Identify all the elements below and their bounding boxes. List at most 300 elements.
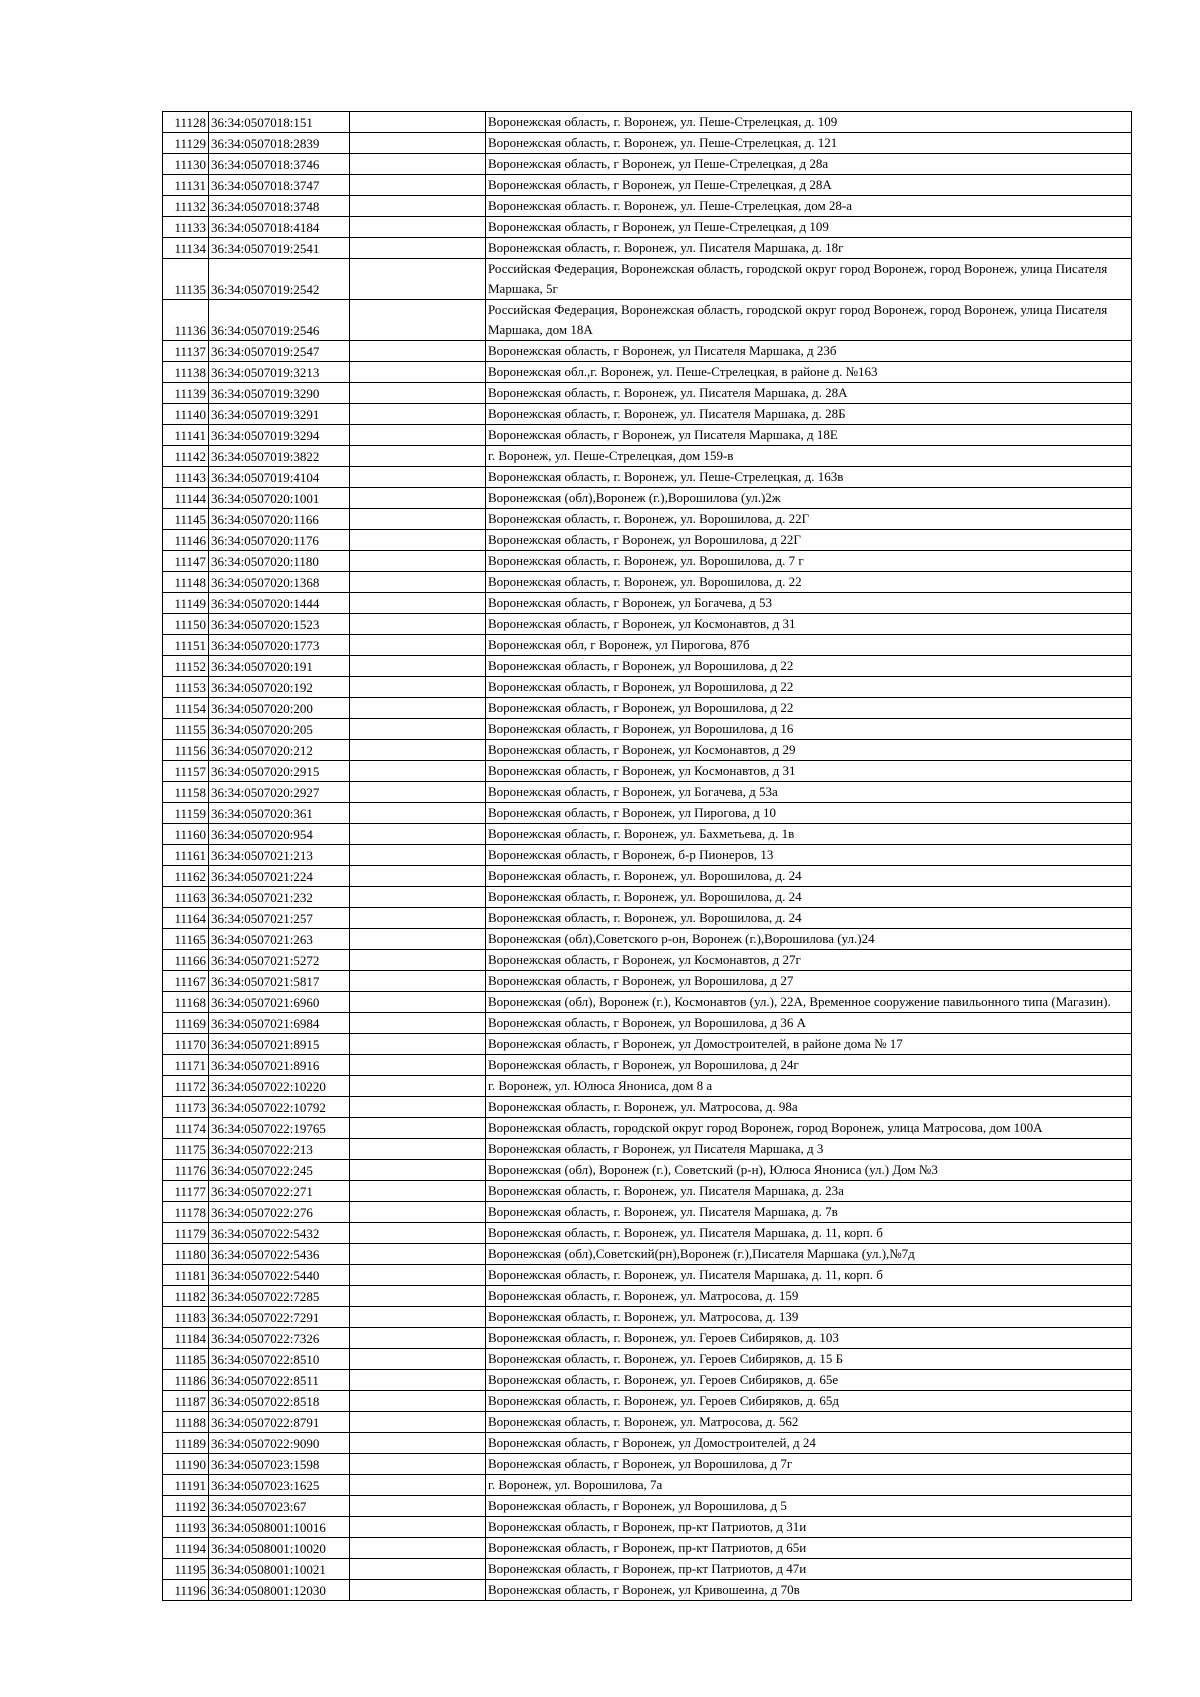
row-number-cell: 11170: [163, 1034, 209, 1055]
table-row: [163, 698, 1132, 719]
empty-cell: [350, 1076, 486, 1097]
empty-cell: [350, 1118, 486, 1139]
row-number-cell: 11179: [163, 1223, 209, 1244]
cadastral-number-cell: 36:34:0507021:213: [209, 845, 350, 866]
table-row: [163, 782, 1132, 803]
empty-cell: [350, 866, 486, 887]
empty-cell: [350, 1349, 486, 1370]
address-cell: Воронежская область, г Воронеж, ул Ворошилова, д 22: [486, 656, 1132, 677]
row-number-cell: 11177: [163, 1181, 209, 1202]
cadastral-number-cell: 36:34:0507019:3822: [209, 446, 350, 467]
row-number-cell: 11150: [163, 614, 209, 635]
row-number-cell: 11175: [163, 1139, 209, 1160]
row-number-cell: 11158: [163, 782, 209, 803]
cadastral-number-cell: 36:34:0507020:200: [209, 698, 350, 719]
cadastral-number-cell: 36:34:0507019:4104: [209, 467, 350, 488]
address-cell: Воронежская область, г Воронеж, ул Пеше-Стрелецкая, д 28А: [486, 175, 1132, 196]
empty-cell: [350, 1244, 486, 1265]
table-row: [163, 719, 1132, 740]
table-row: [163, 593, 1132, 614]
table-row: [163, 112, 1132, 133]
address-cell: Воронежская область, г. Воронеж, ул. Ворошилова, д. 24: [486, 908, 1132, 929]
cadastral-number-cell: 36:34:0508001:12030: [209, 1580, 350, 1601]
address-cell: Воронежская область, г Воронеж, ул Писателя Маршака, д 23б: [486, 341, 1132, 362]
row-number-cell: 11128: [163, 112, 209, 133]
address-cell: Воронежская область, г Воронеж, пр-кт Патриотов, д 47и: [486, 1559, 1132, 1580]
table-row: [163, 1139, 1132, 1160]
cadastral-number-cell: 36:34:0507020:1523: [209, 614, 350, 635]
empty-cell: [350, 425, 486, 446]
cadastral-number-cell: 36:34:0507022:271: [209, 1181, 350, 1202]
cadastral-number-cell: 36:34:0507022:5432: [209, 1223, 350, 1244]
row-number-cell: 11187: [163, 1391, 209, 1412]
table-row: [163, 656, 1132, 677]
address-cell: Воронежская область, г. Воронеж, ул. Героев Сибиряков, д. 65д: [486, 1391, 1132, 1412]
row-number-cell: 11183: [163, 1307, 209, 1328]
row-number-cell: 11136: [163, 300, 209, 341]
cadastral-number-cell: 36:34:0507022:19765: [209, 1118, 350, 1139]
table-row: [163, 488, 1132, 509]
address-cell: Воронежская область. г. Воронеж, ул. Пеше-Стрелецкая, дом 28-а: [486, 196, 1132, 217]
cadastral-number-cell: 36:34:0507019:3291: [209, 404, 350, 425]
empty-cell: [350, 1517, 486, 1538]
empty-cell: [350, 887, 486, 908]
empty-cell: [350, 1181, 486, 1202]
row-number-cell: 11165: [163, 929, 209, 950]
cadastral-number-cell: 36:34:0507021:224: [209, 866, 350, 887]
table-row: [163, 196, 1132, 217]
empty-cell: [350, 908, 486, 929]
address-cell: Воронежская область, г. Воронеж, ул. Матросова, д. 139: [486, 1307, 1132, 1328]
empty-cell: [350, 1055, 486, 1076]
row-number-cell: 11151: [163, 635, 209, 656]
empty-cell: [350, 1370, 486, 1391]
table-row: [163, 1118, 1132, 1139]
cadastral-number-cell: 36:34:0508001:10016: [209, 1517, 350, 1538]
cadastral-number-cell: 36:34:0507022:8511: [209, 1370, 350, 1391]
row-number-cell: 11194: [163, 1538, 209, 1559]
address-cell: Воронежская область, г. Воронеж, ул. Пеше-Стрелецкая, д. 109: [486, 112, 1132, 133]
empty-cell: [350, 1580, 486, 1601]
document-page: [162, 111, 1131, 1601]
cadastral-number-cell: 36:34:0507018:4184: [209, 217, 350, 238]
empty-cell: [350, 383, 486, 404]
address-cell: Воронежская область, г Воронеж, ул Космонавтов, д 27г: [486, 950, 1132, 971]
empty-cell: [350, 803, 486, 824]
address-cell: Воронежская область, г. Воронеж, ул. Пеше-Стрелецкая, д. 121: [486, 133, 1132, 154]
address-cell: Воронежская (обл),Советский(рн),Воронеж (г.),Писателя Маршака (ул.),№7д: [486, 1244, 1132, 1265]
address-cell: Воронежская область, г Воронеж, ул Ворошилова, д 24г: [486, 1055, 1132, 1076]
row-number-cell: 11130: [163, 154, 209, 175]
empty-cell: [350, 404, 486, 425]
cadastral-number-cell: 36:34:0507020:1444: [209, 593, 350, 614]
cadastral-number-cell: 36:34:0507020:1166: [209, 509, 350, 530]
cadastral-number-cell: 36:34:0507020:361: [209, 803, 350, 824]
empty-cell: [350, 259, 486, 300]
empty-cell: [350, 530, 486, 551]
row-number-cell: 11181: [163, 1265, 209, 1286]
empty-cell: [350, 196, 486, 217]
cadastral-number-cell: 36:34:0507020:205: [209, 719, 350, 740]
table-row: [163, 929, 1132, 950]
row-number-cell: 11132: [163, 196, 209, 217]
empty-cell: [350, 362, 486, 383]
table-row: [163, 992, 1132, 1013]
cadastral-number-cell: 36:34:0507019:2541: [209, 238, 350, 259]
empty-cell: [350, 1391, 486, 1412]
empty-cell: [350, 300, 486, 341]
address-cell: Воронежская область, г. Воронеж, ул. Героев Сибиряков, д. 65е: [486, 1370, 1132, 1391]
empty-cell: [350, 614, 486, 635]
row-number-cell: 11134: [163, 238, 209, 259]
address-cell: Воронежская область, г. Воронеж, ул. Писателя Маршака, д. 7в: [486, 1202, 1132, 1223]
address-cell: Воронежская область, г Воронеж, ул Кривошеина, д 70в: [486, 1580, 1132, 1601]
cadastral-number-cell: 36:34:0507020:1176: [209, 530, 350, 551]
address-cell: г. Воронеж, ул. Юлюса Янониса, дом 8 а: [486, 1076, 1132, 1097]
row-number-cell: 11163: [163, 887, 209, 908]
cadastral-number-cell: 36:34:0507023:1625: [209, 1475, 350, 1496]
row-number-cell: 11196: [163, 1580, 209, 1601]
cadastral-number-cell: 36:34:0507018:2839: [209, 133, 350, 154]
address-cell: Воронежская область, г Воронеж, ул Ворошилова, д 22: [486, 677, 1132, 698]
row-number-cell: 11135: [163, 259, 209, 300]
row-number-cell: 11145: [163, 509, 209, 530]
table-row: [163, 1265, 1132, 1286]
empty-cell: [350, 1160, 486, 1181]
address-cell: Воронежская (обл),Воронеж (г.),Ворошилова (ул.)2ж: [486, 488, 1132, 509]
row-number-cell: 11166: [163, 950, 209, 971]
cadastral-number-cell: 36:34:0507022:9090: [209, 1433, 350, 1454]
row-number-cell: 11148: [163, 572, 209, 593]
table-row: [163, 908, 1132, 929]
empty-cell: [350, 1559, 486, 1580]
table-row: [163, 1055, 1132, 1076]
empty-cell: [350, 1496, 486, 1517]
cadastral-number-cell: 36:34:0507021:5272: [209, 950, 350, 971]
cadastral-number-cell: 36:34:0507023:1598: [209, 1454, 350, 1475]
row-number-cell: 11164: [163, 908, 209, 929]
address-cell: Воронежская область, г Воронеж, ул Богачева, д 53а: [486, 782, 1132, 803]
address-cell: Воронежская область, г. Воронеж, ул. Героев Сибиряков, д. 15 Б: [486, 1349, 1132, 1370]
table-row: [163, 740, 1132, 761]
row-number-cell: 11155: [163, 719, 209, 740]
table-row: [163, 154, 1132, 175]
row-number-cell: 11147: [163, 551, 209, 572]
address-cell: г. Воронеж, ул. Пеше-Стрелецкая, дом 159-в: [486, 446, 1132, 467]
cadastral-number-cell: 36:34:0507018:3747: [209, 175, 350, 196]
row-number-cell: 11169: [163, 1013, 209, 1034]
empty-cell: [350, 467, 486, 488]
row-number-cell: 11160: [163, 824, 209, 845]
empty-cell: [350, 1307, 486, 1328]
address-cell: Воронежская область, г Воронеж, ул Богачева, д 53: [486, 593, 1132, 614]
address-cell: Воронежская область, г Воронеж, ул Пеше-Стрелецкая, д 109: [486, 217, 1132, 238]
table-row: [163, 572, 1132, 593]
table-row: [163, 467, 1132, 488]
table-row: [163, 133, 1132, 154]
address-cell: Воронежская (обл),Советского р-он, Воронеж (г.),Ворошилова (ул.)24: [486, 929, 1132, 950]
row-number-cell: 11139: [163, 383, 209, 404]
row-number-cell: 11191: [163, 1475, 209, 1496]
table-row: [163, 1559, 1132, 1580]
address-cell: Воронежская область, г Воронеж, ул Ворошилова, д 5: [486, 1496, 1132, 1517]
empty-cell: [350, 572, 486, 593]
empty-cell: [350, 112, 486, 133]
address-cell: Воронежская область, г Воронеж, ул Ворошилова, д 22: [486, 698, 1132, 719]
row-number-cell: 11131: [163, 175, 209, 196]
address-cell: Воронежская область, г. Воронеж, ул. Ворошилова, д. 22: [486, 572, 1132, 593]
address-cell: Воронежская область, г. Воронеж, ул. Писателя Маршака, д. 18г: [486, 238, 1132, 259]
table-row: [163, 1160, 1132, 1181]
address-cell: Воронежская область, г. Воронеж, ул. Матросова, д. 98а: [486, 1097, 1132, 1118]
table-row: [163, 1076, 1132, 1097]
address-cell: Воронежская область, г. Воронеж, ул. Ворошилова, д. 7 г: [486, 551, 1132, 572]
address-table: [162, 111, 1132, 1601]
empty-cell: [350, 509, 486, 530]
table-body: [163, 112, 1132, 1601]
row-number-cell: 11173: [163, 1097, 209, 1118]
table-row: [163, 1412, 1132, 1433]
cadastral-number-cell: 36:34:0507019:2547: [209, 341, 350, 362]
empty-cell: [350, 1538, 486, 1559]
table-row: [163, 300, 1132, 341]
row-number-cell: 11193: [163, 1517, 209, 1538]
empty-cell: [350, 782, 486, 803]
cadastral-number-cell: 36:34:0507021:6960: [209, 992, 350, 1013]
address-cell: Воронежская область, г Воронеж, ул Ворошилова, д 7г: [486, 1454, 1132, 1475]
row-number-cell: 11159: [163, 803, 209, 824]
row-number-cell: 11141: [163, 425, 209, 446]
table-row: [163, 1391, 1132, 1412]
address-cell: Воронежская область, г. Воронеж, ул. Героев Сибиряков, д. 103: [486, 1328, 1132, 1349]
row-number-cell: 11192: [163, 1496, 209, 1517]
table-row: [163, 1013, 1132, 1034]
cadastral-number-cell: 36:34:0507022:8518: [209, 1391, 350, 1412]
empty-cell: [350, 488, 486, 509]
empty-cell: [350, 635, 486, 656]
address-cell: Воронежская область, г Воронеж, ул Ворошилова, д 36 А: [486, 1013, 1132, 1034]
row-number-cell: 11184: [163, 1328, 209, 1349]
address-cell: Воронежская (обл), Воронеж (г.), Советский (р-н), Юлюса Янониса (ул.) Дом №3: [486, 1160, 1132, 1181]
cadastral-number-cell: 36:34:0507018:3746: [209, 154, 350, 175]
cadastral-number-cell: 36:34:0507020:1773: [209, 635, 350, 656]
row-number-cell: 11171: [163, 1055, 209, 1076]
empty-cell: [350, 992, 486, 1013]
empty-cell: [350, 341, 486, 362]
cadastral-number-cell: 36:34:0507022:213: [209, 1139, 350, 1160]
address-cell: Воронежская область, г Воронеж, ул Писателя Маршака, д 18Е: [486, 425, 1132, 446]
table-row: [163, 362, 1132, 383]
empty-cell: [350, 1139, 486, 1160]
table-row: [163, 1517, 1132, 1538]
cadastral-number-cell: 36:34:0507020:1180: [209, 551, 350, 572]
row-number-cell: 11176: [163, 1160, 209, 1181]
address-cell: Воронежская область, г. Воронеж, ул. Матросова, д. 159: [486, 1286, 1132, 1307]
empty-cell: [350, 551, 486, 572]
address-cell: Российская Федерация, Воронежская область, городской округ город Воронеж, город Воронеж, улица Писателя Маршака, дом 18А: [486, 300, 1132, 341]
cadastral-number-cell: 36:34:0507022:245: [209, 1160, 350, 1181]
address-cell: Воронежская область, г Воронеж, б-р Пионеров, 13: [486, 845, 1132, 866]
table-row: [163, 259, 1132, 300]
table-row: [163, 1349, 1132, 1370]
table-row: [163, 446, 1132, 467]
cadastral-number-cell: 36:34:0507022:8510: [209, 1349, 350, 1370]
row-number-cell: 11157: [163, 761, 209, 782]
empty-cell: [350, 719, 486, 740]
table-row: [163, 551, 1132, 572]
table-row: [163, 1580, 1132, 1601]
row-number-cell: 11140: [163, 404, 209, 425]
row-number-cell: 11154: [163, 698, 209, 719]
cadastral-number-cell: 36:34:0507019:2542: [209, 259, 350, 300]
address-cell: Воронежская область, г Воронеж, ул Ворошилова, д 16: [486, 719, 1132, 740]
table-row: [163, 217, 1132, 238]
address-cell: Воронежская область, г. Воронеж, ул. Писателя Маршака, д. 28А: [486, 383, 1132, 404]
table-row: [163, 614, 1132, 635]
empty-cell: [350, 593, 486, 614]
table-row: [163, 1496, 1132, 1517]
address-cell: Воронежская обл.,г. Воронеж, ул. Пеше-Стрелецкая, в районе д. №163: [486, 362, 1132, 383]
row-number-cell: 11180: [163, 1244, 209, 1265]
cadastral-number-cell: 36:34:0507020:1001: [209, 488, 350, 509]
table-row: [163, 341, 1132, 362]
empty-cell: [350, 950, 486, 971]
empty-cell: [350, 1265, 486, 1286]
table-row: [163, 1202, 1132, 1223]
cadastral-number-cell: 36:34:0507023:67: [209, 1496, 350, 1517]
address-cell: Воронежская область, г Воронеж, пр-кт Патриотов, д 31и: [486, 1517, 1132, 1538]
row-number-cell: 11146: [163, 530, 209, 551]
cadastral-number-cell: 36:34:0507020:954: [209, 824, 350, 845]
address-cell: Воронежская область, г Воронеж, ул Ворошилова, д 27: [486, 971, 1132, 992]
table-row: [163, 1538, 1132, 1559]
cadastral-number-cell: 36:34:0508001:10021: [209, 1559, 350, 1580]
table-row: [163, 761, 1132, 782]
row-number-cell: 11143: [163, 467, 209, 488]
address-cell: Воронежская область, г Воронеж, ул Космонавтов, д 31: [486, 614, 1132, 635]
row-number-cell: 11156: [163, 740, 209, 761]
table-row: [163, 803, 1132, 824]
table-row: [163, 1433, 1132, 1454]
table-row: [163, 1475, 1132, 1496]
row-number-cell: 11133: [163, 217, 209, 238]
cadastral-number-cell: 36:34:0507020:192: [209, 677, 350, 698]
empty-cell: [350, 446, 486, 467]
address-cell: Воронежская область, городской округ город Воронеж, город Воронеж, улица Матросова, дом 100А: [486, 1118, 1132, 1139]
table-row: [163, 950, 1132, 971]
cadastral-number-cell: 36:34:0507021:232: [209, 887, 350, 908]
cadastral-number-cell: 36:34:0508001:10020: [209, 1538, 350, 1559]
cadastral-number-cell: 36:34:0507019:2546: [209, 300, 350, 341]
table-row: [163, 175, 1132, 196]
empty-cell: [350, 824, 486, 845]
cadastral-number-cell: 36:34:0507022:276: [209, 1202, 350, 1223]
cadastral-number-cell: 36:34:0507022:5436: [209, 1244, 350, 1265]
row-number-cell: 11168: [163, 992, 209, 1013]
empty-cell: [350, 133, 486, 154]
row-number-cell: 11188: [163, 1412, 209, 1433]
cadastral-number-cell: 36:34:0507022:10792: [209, 1097, 350, 1118]
row-number-cell: 11162: [163, 866, 209, 887]
table-row: [163, 1328, 1132, 1349]
table-row: [163, 887, 1132, 908]
address-cell: Воронежская область, г. Воронеж, ул. Ворошилова, д. 22Г: [486, 509, 1132, 530]
row-number-cell: 11182: [163, 1286, 209, 1307]
empty-cell: [350, 677, 486, 698]
empty-cell: [350, 1475, 486, 1496]
empty-cell: [350, 1013, 486, 1034]
cadastral-number-cell: 36:34:0507021:6984: [209, 1013, 350, 1034]
table-row: [163, 824, 1132, 845]
cadastral-number-cell: 36:34:0507020:2915: [209, 761, 350, 782]
cadastral-number-cell: 36:34:0507021:257: [209, 908, 350, 929]
table-row: [163, 1223, 1132, 1244]
empty-cell: [350, 845, 486, 866]
row-number-cell: 11190: [163, 1454, 209, 1475]
address-cell: Воронежская область, г Воронеж, ул Космонавтов, д 29: [486, 740, 1132, 761]
empty-cell: [350, 217, 486, 238]
address-cell: Воронежская область, г. Воронеж, ул. Пеше-Стрелецкая, д. 163в: [486, 467, 1132, 488]
table-row: [163, 238, 1132, 259]
address-cell: Воронежская область, г Воронеж, ул Пеше-Стрелецкая, д 28а: [486, 154, 1132, 175]
cadastral-number-cell: 36:34:0507018:3748: [209, 196, 350, 217]
cadastral-number-cell: 36:34:0507021:5817: [209, 971, 350, 992]
row-number-cell: 11189: [163, 1433, 209, 1454]
address-cell: Воронежская область, г Воронеж, ул Ворошилова, д 22Г: [486, 530, 1132, 551]
address-cell: г. Воронеж, ул. Ворошилова, 7а: [486, 1475, 1132, 1496]
table-row: [163, 1244, 1132, 1265]
empty-cell: [350, 656, 486, 677]
empty-cell: [350, 1202, 486, 1223]
address-cell: Воронежская (обл), Воронеж (г.), Космонавтов (ул.), 22А, Временное сооружение павильонного типа (Магазин).: [486, 992, 1132, 1013]
empty-cell: [350, 929, 486, 950]
cadastral-number-cell: 36:34:0507022:8791: [209, 1412, 350, 1433]
row-number-cell: 11185: [163, 1349, 209, 1370]
row-number-cell: 11186: [163, 1370, 209, 1391]
table-row: [163, 509, 1132, 530]
row-number-cell: 11153: [163, 677, 209, 698]
row-number-cell: 11195: [163, 1559, 209, 1580]
row-number-cell: 11149: [163, 593, 209, 614]
table-row: [163, 383, 1132, 404]
empty-cell: [350, 971, 486, 992]
table-row: [163, 1034, 1132, 1055]
cadastral-number-cell: 36:34:0507022:7291: [209, 1307, 350, 1328]
table-row: [163, 677, 1132, 698]
table-row: [163, 1307, 1132, 1328]
table-row: [163, 845, 1132, 866]
table-row: [163, 635, 1132, 656]
cadastral-number-cell: 36:34:0507019:3294: [209, 425, 350, 446]
row-number-cell: 11167: [163, 971, 209, 992]
address-cell: Воронежская область, г. Воронеж, ул. Бахметьева, д. 1в: [486, 824, 1132, 845]
table-row: [163, 1181, 1132, 1202]
cadastral-number-cell: 36:34:0507022:5440: [209, 1265, 350, 1286]
row-number-cell: 11152: [163, 656, 209, 677]
cadastral-number-cell: 36:34:0507022:7326: [209, 1328, 350, 1349]
table-row: [163, 425, 1132, 446]
address-cell: Воронежская область, г. Воронеж, ул. Писателя Маршака, д. 11, корп. б: [486, 1223, 1132, 1244]
address-cell: Воронежская область, г Воронеж, ул Домостроителей, в районе дома № 17: [486, 1034, 1132, 1055]
row-number-cell: 11172: [163, 1076, 209, 1097]
empty-cell: [350, 1286, 486, 1307]
empty-cell: [350, 1097, 486, 1118]
empty-cell: [350, 1328, 486, 1349]
cadastral-number-cell: 36:34:0507020:191: [209, 656, 350, 677]
cadastral-number-cell: 36:34:0507020:212: [209, 740, 350, 761]
table-row: [163, 971, 1132, 992]
empty-cell: [350, 238, 486, 259]
